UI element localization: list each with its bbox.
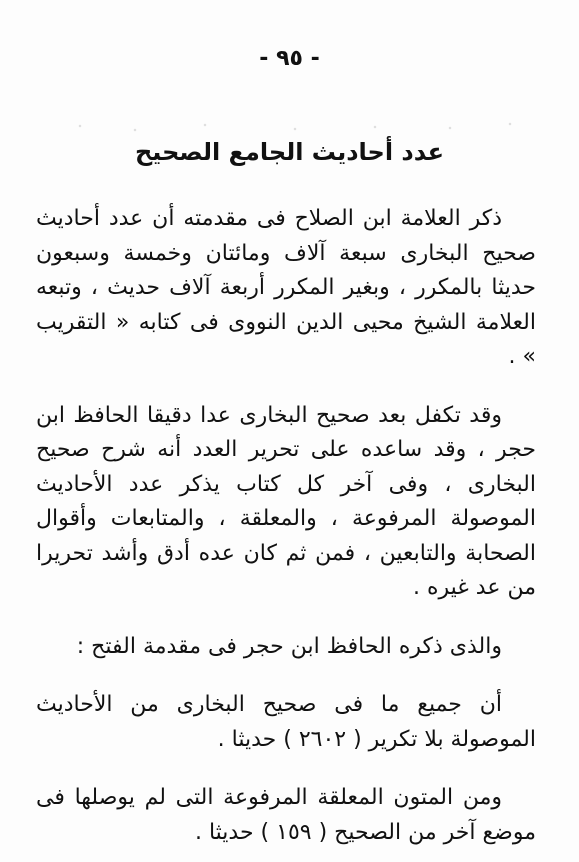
- paragraph-1: ذكر العلامة ابن الصلاح فى مقدمته أن عدد أحاديث صحيح البخارى سبعة آلاف ومائتان وخمسة وسبعون حديثا بالمكرر ، وبغير المكرر أربعة آلاف حديث ، وتبعه العلامة الشيخ محيى الدين النووى فى كتابه « التقريب » .: [36, 206, 536, 369]
- paper-specks: [40, 118, 540, 138]
- paragraph-2: وقد تكفل بعد صحيح البخارى عدا دقيقا الحافظ ابن حجر ، وقد ساعده على تحرير العدد أنه شرح صحيح البخارى ، وفى آخر كل كتاب يذكر عدد الأحاديث الموصولة المرفوعة ، والمعلقة ، والمتابعات وأقوال الصحابة والتابعين ، فمن ثم كان عده أدق وأشد تحريرا من عد غيره .: [36, 402, 536, 600]
- paragraph-4: أن جميع ما فى صحيح البخارى من الأحاديث الموصولة بلا تكرير ( ٢٦٠٢ ) حديثا .: [36, 692, 536, 752]
- paragraph-3: والذى ذكره الحافظ ابن حجر فى مقدمة الفتح :: [76, 633, 502, 659]
- page-number: - ٩٥ -: [259, 46, 320, 71]
- page-body: [36, 202, 536, 850]
- section-title: عدد أحاديث الجامع الصحيح: [135, 138, 444, 166]
- paragraph-5: ومن المتون المعلقة المرفوعة التى لم يوصلها فى موضع آخر من الصحيح ( ١٥٩ ) حديثا .: [36, 785, 536, 845]
